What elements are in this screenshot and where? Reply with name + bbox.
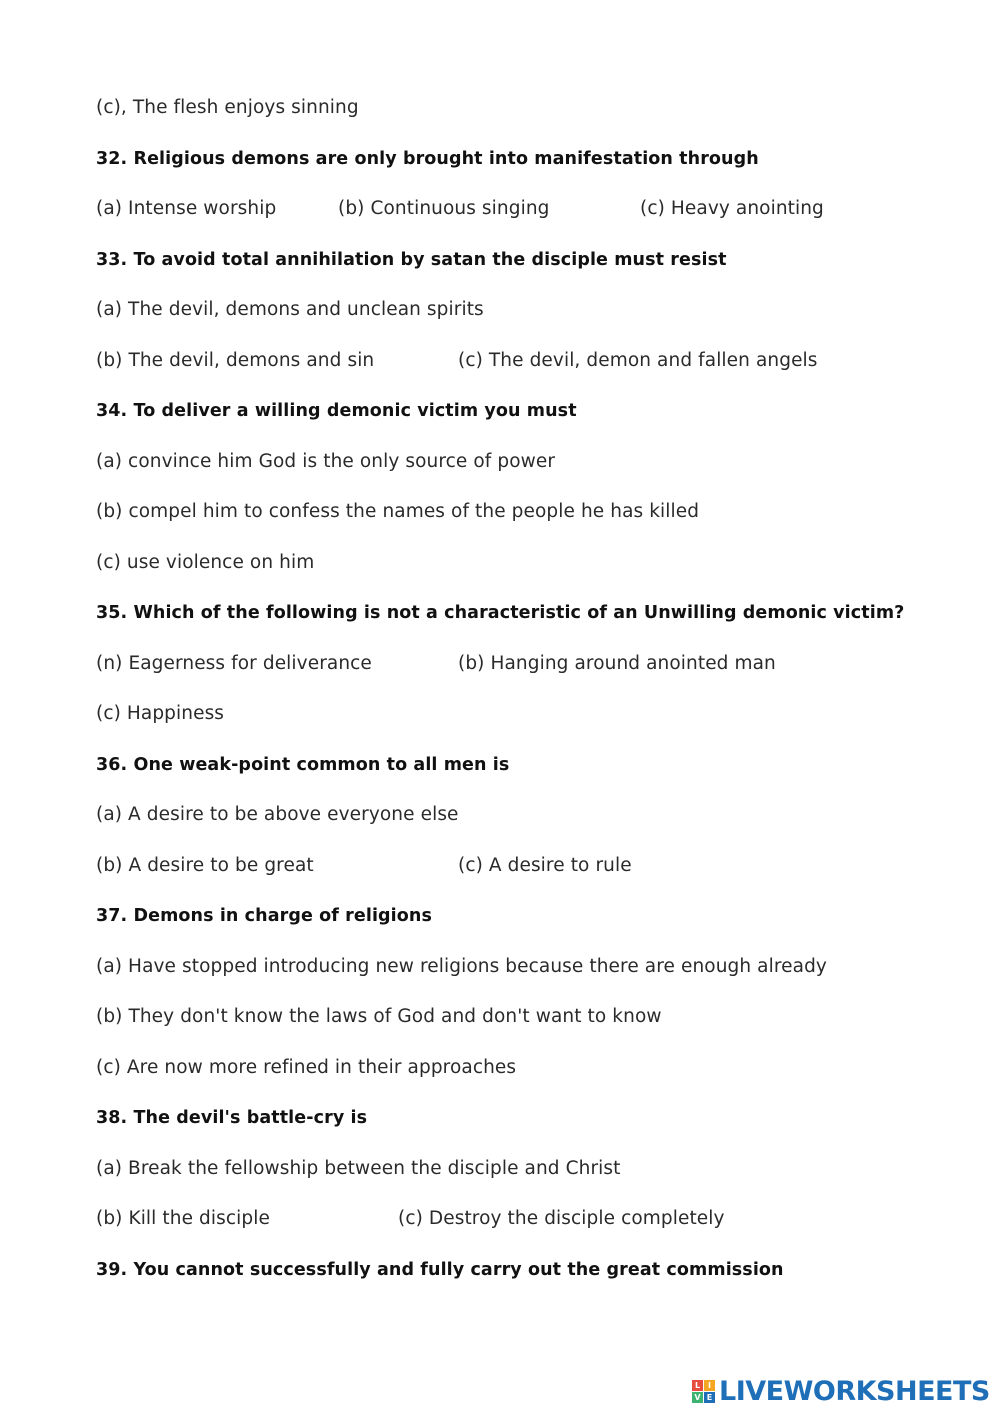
option-37a: (a) Have stopped introducing new religions because there are enough already — [96, 956, 827, 977]
question-35: 35. Which of the following is not a characteristic of an Unwilling demonic victim? — [96, 603, 905, 623]
option-36c: (c) A desire to rule — [458, 855, 632, 876]
option-36b: (b) A desire to be great — [96, 855, 314, 876]
logo-letter-l: L — [692, 1380, 703, 1391]
option-34c: (c) use violence on him — [96, 552, 315, 573]
question-34: 34. To deliver a willing demonic victim you must — [96, 401, 577, 421]
option-33a: (a) The devil, demons and unclean spirits — [96, 299, 484, 320]
option-38a: (a) Break the fellowship between the disciple and Christ — [96, 1158, 621, 1179]
liveworksheets-logo-icon — [692, 1380, 715, 1403]
logo-letter-e: E — [704, 1392, 715, 1403]
option-34a: (a) convince him God is the only source of power — [96, 451, 556, 472]
question-38: 38. The devil's battle-cry is — [96, 1108, 368, 1128]
question-33: 33. To avoid total annihilation by satan the disciple must resist — [96, 250, 727, 270]
logo-letter-v: V — [692, 1392, 703, 1403]
option-33c: (c) The devil, demon and fallen angels — [458, 350, 818, 371]
option-37c: (c) Are now more refined in their approaches — [96, 1057, 517, 1078]
option-38c: (c) Destroy the disciple completely — [398, 1208, 725, 1229]
option-34b: (b) compel him to confess the names of the people he has killed — [96, 501, 700, 522]
option-37b: (b) They don't know the laws of God and don't want to know — [96, 1006, 662, 1027]
question-32: 32. Religious demons are only brought into manifestation through — [96, 149, 759, 169]
option-32a: (a) Intense worship — [96, 198, 277, 219]
option-36a: (a) A desire to be above everyone else — [96, 804, 459, 825]
option-32b: (b) Continuous singing — [338, 198, 550, 219]
logo-letter-i: I — [704, 1380, 715, 1391]
question-37: 37. Demons in charge of religions — [96, 906, 432, 926]
question-36: 36. One weak-point common to all men is — [96, 755, 510, 775]
option-33b: (b) The devil, demons and sin — [96, 350, 375, 371]
option-35b: (b) Hanging around anointed man — [458, 653, 776, 674]
liveworksheets-brand[interactable] — [692, 1374, 990, 1408]
option-31c: (c), The flesh enjoys sinning — [96, 97, 359, 118]
option-32c: (c) Heavy anointing — [640, 198, 824, 219]
option-38b: (b) Kill the disciple — [96, 1208, 270, 1229]
option-35c: (c) Happiness — [96, 703, 225, 724]
question-39: 39. You cannot successfully and fully carry out the great commission — [96, 1260, 784, 1280]
option-35a: (n) Eagerness for deliverance — [96, 653, 372, 674]
brand-wordmark: LIVEWORKSHEETS — [719, 1375, 990, 1407]
